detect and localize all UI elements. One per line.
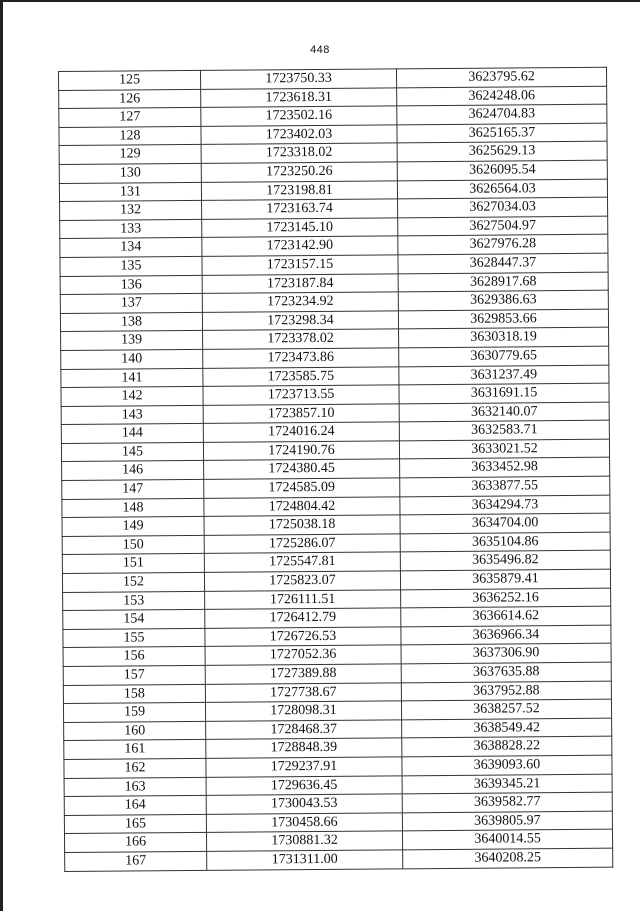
point-number-cell: 160 (64, 721, 206, 741)
x-coordinate-cell: 1725286.07 (204, 534, 400, 554)
coordinates-table (58, 67, 613, 872)
point-number-cell: 161 (64, 740, 206, 760)
point-number-cell: 156 (63, 647, 205, 667)
point-number-cell: 147 (62, 479, 204, 499)
y-coordinate-cell: 3634294.73 (400, 495, 610, 515)
point-number-cell: 158 (63, 684, 205, 704)
y-coordinate-cell: 3633877.55 (400, 476, 610, 496)
y-coordinate-cell: 3625165.37 (397, 123, 607, 143)
y-coordinate-cell: 3626095.54 (397, 160, 607, 180)
y-coordinate-cell: 3628447.37 (398, 253, 608, 273)
y-coordinate-cell: 3626564.03 (397, 179, 607, 199)
point-number-cell: 140 (61, 349, 203, 369)
x-coordinate-cell: 1723298.34 (202, 311, 398, 331)
x-coordinate-cell: 1726412.79 (205, 608, 401, 628)
point-number-cell: 134 (60, 238, 202, 258)
x-coordinate-cell: 1723157.15 (202, 255, 398, 275)
y-coordinate-cell: 3632140.07 (399, 402, 609, 422)
x-coordinate-cell: 1723142.90 (202, 236, 398, 256)
point-number-cell: 153 (63, 591, 205, 611)
point-number-cell: 127 (59, 108, 201, 128)
y-coordinate-cell: 3624248.06 (397, 86, 607, 106)
y-coordinate-cell: 3633021.52 (399, 439, 609, 459)
y-coordinate-cell: 3640014.55 (402, 830, 612, 850)
point-number-cell: 162 (64, 758, 206, 778)
point-number-cell: 133 (60, 219, 202, 239)
x-coordinate-cell: 1723618.31 (201, 87, 397, 107)
x-coordinate-cell: 1723145.10 (202, 218, 398, 238)
y-coordinate-cell: 3637952.88 (401, 681, 611, 701)
point-number-cell: 135 (60, 256, 202, 276)
x-coordinate-cell: 1723318.02 (201, 143, 397, 163)
x-coordinate-cell: 1724380.45 (204, 459, 400, 479)
x-coordinate-cell: 1728098.31 (205, 701, 401, 721)
x-coordinate-cell: 1723473.86 (203, 348, 399, 368)
y-coordinate-cell: 3638828.22 (402, 737, 612, 757)
point-number-cell: 126 (59, 89, 201, 109)
x-coordinate-cell: 1728848.39 (206, 738, 402, 758)
point-number-cell: 130 (59, 163, 201, 183)
x-coordinate-cell: 1727052.36 (205, 645, 401, 665)
y-coordinate-cell: 3640208.25 (403, 848, 613, 868)
y-coordinate-cell: 3629386.63 (398, 290, 608, 310)
point-number-cell: 148 (62, 498, 204, 518)
point-number-cell: 157 (63, 665, 205, 685)
point-number-cell: 165 (64, 814, 206, 834)
x-coordinate-cell: 1723163.74 (202, 199, 398, 219)
x-coordinate-cell: 1723502.16 (201, 106, 397, 126)
point-number-cell: 146 (62, 461, 204, 481)
point-number-cell: 142 (61, 386, 203, 406)
x-coordinate-cell: 1723750.33 (200, 69, 396, 89)
x-coordinate-cell: 1725038.18 (204, 515, 400, 535)
y-coordinate-cell: 3636252.16 (401, 588, 611, 608)
y-coordinate-cell: 3633452.98 (400, 458, 610, 478)
x-coordinate-cell: 1730458.66 (206, 813, 402, 833)
y-coordinate-cell: 3630779.65 (399, 346, 609, 366)
y-coordinate-cell: 3637306.90 (401, 644, 611, 664)
point-number-cell: 132 (60, 201, 202, 221)
x-coordinate-cell: 1727738.67 (205, 682, 401, 702)
y-coordinate-cell: 3627504.97 (398, 216, 608, 236)
point-number-cell: 159 (63, 703, 205, 723)
y-coordinate-cell: 3624704.83 (397, 104, 607, 124)
point-number-cell: 150 (62, 535, 204, 555)
x-coordinate-cell: 1723250.26 (201, 162, 397, 182)
y-coordinate-cell: 3639093.60 (402, 755, 612, 775)
x-coordinate-cell: 1723713.55 (203, 385, 399, 405)
point-number-cell: 129 (59, 145, 201, 165)
x-coordinate-cell: 1727389.88 (205, 664, 401, 684)
x-coordinate-cell: 1725823.07 (204, 571, 400, 591)
point-number-cell: 141 (61, 368, 203, 388)
y-coordinate-cell: 3637635.88 (401, 662, 611, 682)
point-number-cell: 152 (62, 572, 204, 592)
x-coordinate-cell: 1723402.03 (201, 125, 397, 145)
y-coordinate-cell: 3628917.68 (398, 272, 608, 292)
point-number-cell: 149 (62, 517, 204, 537)
y-coordinate-cell: 3623795.62 (396, 67, 606, 87)
y-coordinate-cell: 3638257.52 (401, 699, 611, 719)
point-number-cell: 125 (59, 70, 201, 90)
y-coordinate-cell: 3627034.03 (398, 197, 608, 217)
point-number-cell: 154 (63, 610, 205, 630)
y-coordinate-cell: 3639805.97 (402, 811, 612, 831)
point-number-cell: 151 (62, 554, 204, 574)
x-coordinate-cell: 1729636.45 (206, 775, 402, 795)
point-number-cell: 136 (60, 275, 202, 295)
x-coordinate-cell: 1723585.75 (203, 366, 399, 386)
x-coordinate-cell: 1724585.09 (204, 478, 400, 498)
x-coordinate-cell: 1730043.53 (206, 794, 402, 814)
x-coordinate-cell: 1723378.02 (203, 329, 399, 349)
table-row (65, 848, 613, 871)
page-number: 448 (310, 44, 330, 56)
y-coordinate-cell: 3631237.49 (399, 365, 609, 385)
point-number-cell: 139 (61, 331, 203, 351)
y-coordinate-cell: 3630318.19 (399, 327, 609, 347)
x-coordinate-cell: 1723857.10 (203, 404, 399, 424)
y-coordinate-cell: 3625629.13 (397, 142, 607, 162)
x-coordinate-cell: 1726111.51 (205, 589, 401, 609)
x-coordinate-cell: 1724190.76 (203, 441, 399, 461)
point-number-cell: 155 (63, 628, 205, 648)
y-coordinate-cell: 3631691.15 (399, 383, 609, 403)
x-coordinate-cell: 1728468.37 (206, 720, 402, 740)
point-number-cell: 163 (64, 777, 206, 797)
point-number-cell: 167 (65, 851, 207, 871)
x-coordinate-cell: 1731311.00 (207, 850, 403, 870)
point-number-cell: 145 (61, 442, 203, 462)
point-number-cell: 144 (61, 424, 203, 444)
x-coordinate-cell: 1725547.81 (204, 552, 400, 572)
x-coordinate-cell: 1724016.24 (203, 422, 399, 442)
y-coordinate-cell: 3635496.82 (400, 551, 610, 571)
x-coordinate-cell: 1724804.42 (204, 496, 400, 516)
point-number-cell: 138 (60, 312, 202, 332)
y-coordinate-cell: 3632583.71 (399, 420, 609, 440)
point-number-cell: 131 (59, 182, 201, 202)
x-coordinate-cell: 1723187.84 (202, 273, 398, 293)
x-coordinate-cell: 1726726.53 (205, 627, 401, 647)
point-number-cell: 143 (61, 405, 203, 425)
table-body (59, 67, 613, 871)
y-coordinate-cell: 3639582.77 (402, 792, 612, 812)
y-coordinate-cell: 3638549.42 (402, 718, 612, 738)
point-number-cell: 128 (59, 126, 201, 146)
point-number-cell: 137 (60, 293, 202, 313)
x-coordinate-cell: 1723234.92 (202, 292, 398, 312)
x-coordinate-cell: 1729237.91 (206, 757, 402, 777)
point-number-cell: 164 (64, 796, 206, 816)
y-coordinate-cell: 3636966.34 (401, 625, 611, 645)
y-coordinate-cell: 3627976.28 (398, 235, 608, 255)
y-coordinate-cell: 3636614.62 (401, 606, 611, 626)
x-coordinate-cell: 1730881.32 (206, 831, 402, 851)
point-number-cell: 166 (64, 833, 206, 853)
y-coordinate-cell: 3635879.41 (400, 569, 610, 589)
y-coordinate-cell: 3639345.21 (402, 774, 612, 794)
y-coordinate-cell: 3629853.66 (398, 309, 608, 329)
y-coordinate-cell: 3635104.86 (400, 532, 610, 552)
x-coordinate-cell: 1723198.81 (201, 180, 397, 200)
y-coordinate-cell: 3634704.00 (400, 513, 610, 533)
